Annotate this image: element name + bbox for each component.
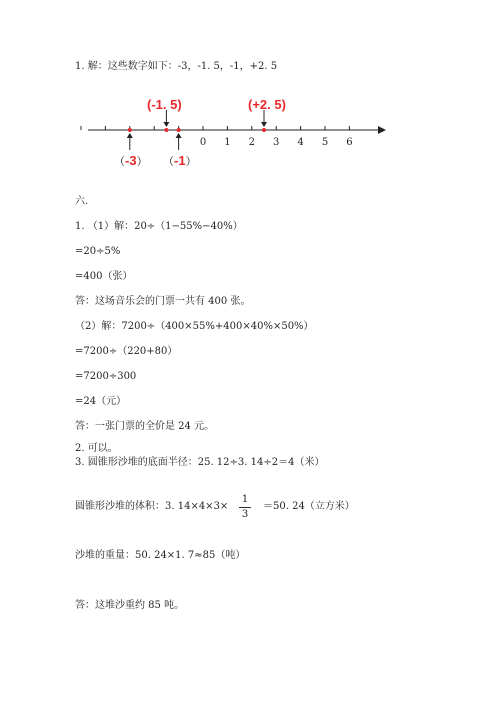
arrowhead-icon xyxy=(127,133,133,138)
tick-label: 6 xyxy=(346,137,353,148)
tick-label: 4 xyxy=(297,137,304,148)
number-line-arrow-icon xyxy=(378,126,386,134)
p3-line-b-left: 圆锥形沙堆的体积：3. 14×4×3× xyxy=(75,501,229,512)
point-marker xyxy=(262,128,266,132)
arrowhead-icon xyxy=(176,133,182,138)
arrowhead-icon xyxy=(261,122,267,127)
point-label-minus-1: （-1） xyxy=(163,153,197,168)
q1-answer: 1. 解：这些数字如下：-3，-1. 5，-1，+2. 5 xyxy=(75,61,278,72)
p1-line-f: =7200÷（220+80） xyxy=(75,346,178,357)
p3-line-a: 3. 圆锥形沙堆的底面半径：25. 12÷3. 14÷2＝4（米） xyxy=(75,457,325,468)
tick-label: 5 xyxy=(321,137,329,148)
p2-answer: 2. 可以。 xyxy=(75,443,118,454)
p1-line-i: 答：一张门票的全价是 24 元。 xyxy=(75,421,215,432)
point-marker xyxy=(164,128,168,132)
p1-line-c: =400（张） xyxy=(75,271,133,282)
p1-line-g: =7200÷300 xyxy=(75,371,137,382)
point-marker xyxy=(177,128,181,132)
tick-label: 1 xyxy=(224,137,231,148)
tick-label: 3 xyxy=(273,137,280,148)
fraction-numerator: 1 xyxy=(241,494,249,505)
p3-line-c: 沙堆的重量：50. 24×1. 7≈85（吨） xyxy=(75,550,246,561)
p3-line-d: 答：这堆沙重约 85 吨。 xyxy=(75,600,185,611)
tick-label: 2 xyxy=(248,137,255,148)
p1-line-b: =20÷5% xyxy=(75,246,121,257)
fraction-denominator: 3 xyxy=(241,509,249,520)
point-label-plus-2-5: (+2. 5) xyxy=(248,97,286,112)
fraction-bar xyxy=(239,507,251,508)
arrowhead-icon xyxy=(163,122,169,127)
p1-line-e: （2）解：7200÷（400×55%+400×40%×50%） xyxy=(75,321,314,332)
tick-label: 0 xyxy=(199,137,207,148)
point-label-minus-1-5: (-1. 5) xyxy=(147,97,182,112)
number-line xyxy=(0,0,500,180)
point-marker xyxy=(128,128,132,132)
p3-line-b-right: ＝50. 24（立方米） xyxy=(263,501,355,512)
p1-line-a: 1. （1）解：20÷（1−55%−40%） xyxy=(75,221,243,232)
section-heading: 六. xyxy=(75,196,89,207)
p1-line-d: 答：这场音乐会的门票一共有 400 张。 xyxy=(75,296,251,307)
p1-line-h: =24（元） xyxy=(75,396,127,407)
point-label-minus-3: （-3） xyxy=(114,153,148,168)
